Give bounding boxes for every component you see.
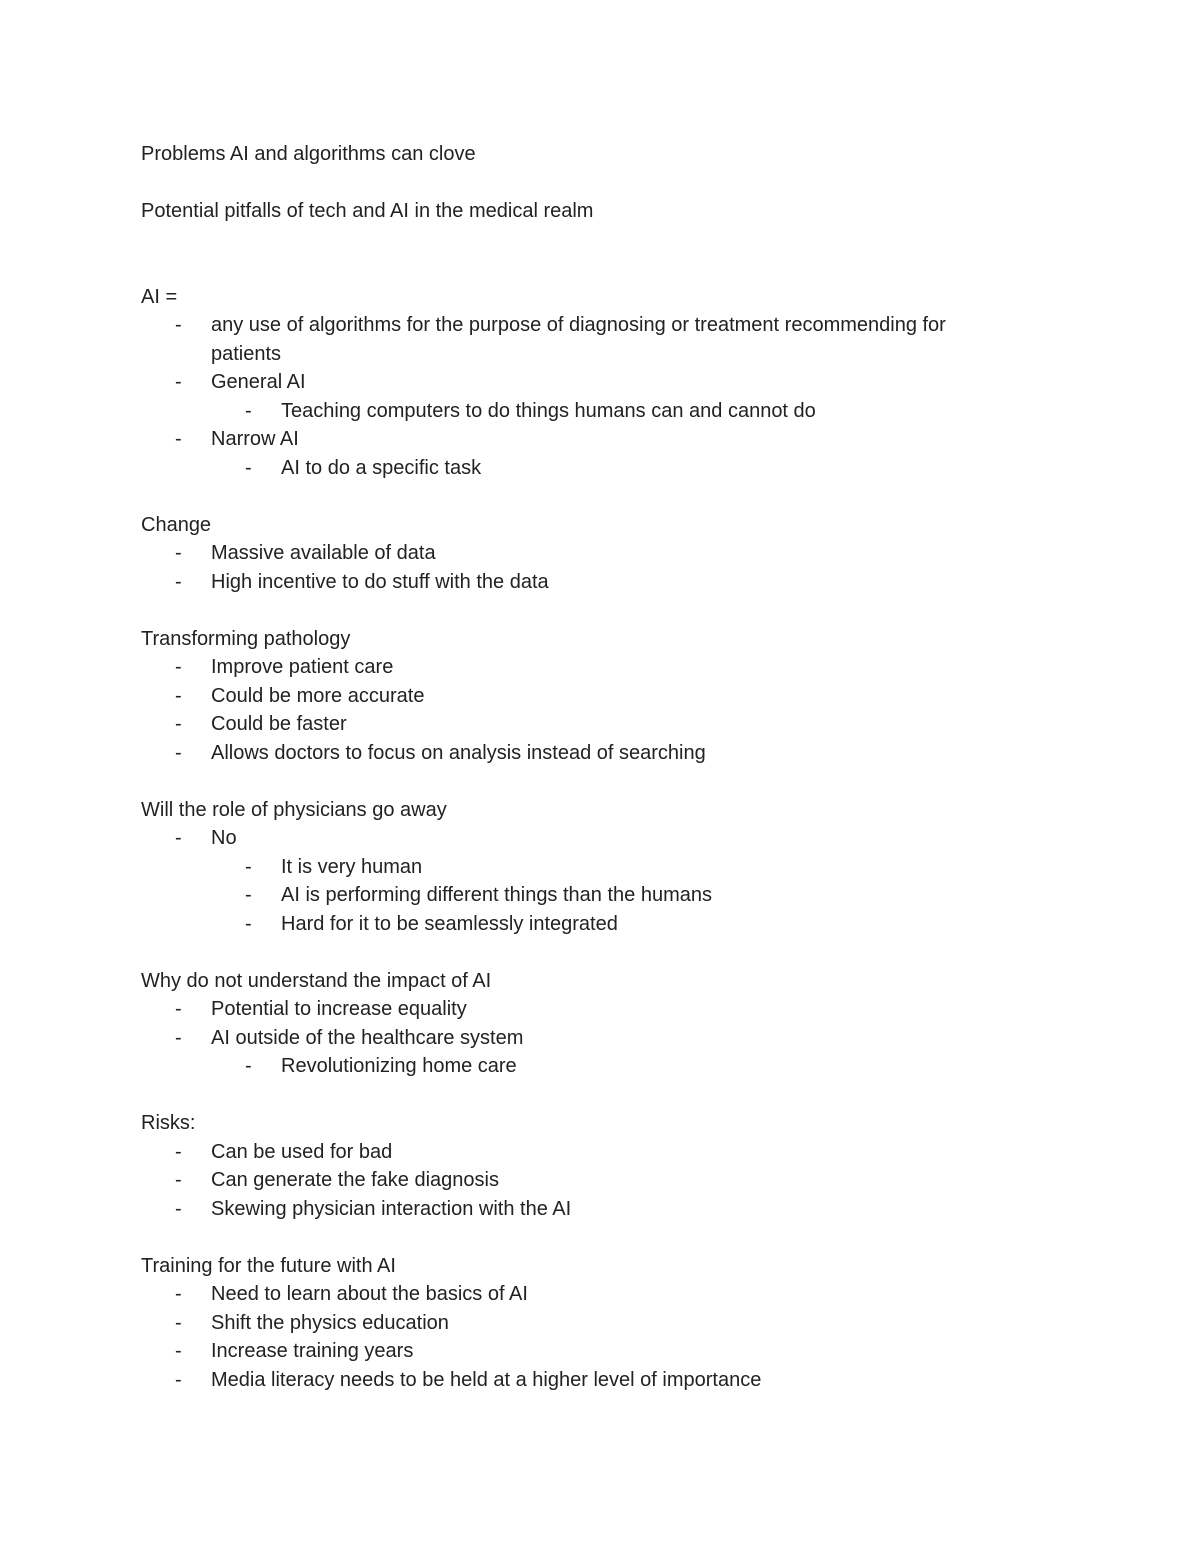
bullet-list: [141, 653, 1041, 767]
section-heading: Change: [141, 513, 212, 536]
blank-line: [141, 226, 1041, 283]
bullet-dash: -: [175, 684, 182, 707]
bullet-dash: -: [175, 570, 182, 593]
bullet-list: [141, 824, 1041, 938]
list-item-text: Shift the physics education: [211, 1311, 449, 1334]
list-item: [141, 1138, 1041, 1167]
list-item-text: No: [211, 827, 237, 849]
list-item-text: Massive available of data: [211, 542, 436, 564]
list-item-text: Could be faster: [211, 713, 347, 735]
bullet-dash: -: [175, 1169, 182, 1191]
list-item: [141, 539, 1041, 568]
bullet-dash: -: [245, 912, 252, 935]
blank-line: [141, 482, 1041, 511]
section-heading: Risks:: [141, 1112, 196, 1134]
sub-list-item-text: Teaching computers to do things humans can and cannot do: [281, 399, 816, 422]
bullet-list: [141, 311, 1041, 482]
notes-section: [141, 625, 1041, 768]
bullet-dash: -: [245, 399, 252, 422]
blank-line: [141, 1223, 1041, 1252]
list-item: [141, 995, 1041, 1024]
blank-line: [141, 169, 1041, 198]
sub-list-item-text: It is very human: [281, 855, 423, 878]
list-item: [141, 710, 1041, 739]
list-item-text: Potential to increase equality: [211, 998, 467, 1020]
sub-bullet-list: [141, 397, 1041, 426]
sub-list-item: [211, 910, 1041, 939]
section-heading: Why do not understand the impact of AI: [141, 969, 492, 992]
list-item-text: Increase training years: [211, 1340, 414, 1362]
list-item-text: Could be more accurate: [211, 684, 425, 707]
list-item: [141, 739, 1041, 768]
bullet-dash: -: [245, 456, 252, 479]
list-item: [141, 368, 1041, 425]
sub-bullet-list: [141, 454, 1041, 483]
blank-line: [141, 596, 1041, 625]
sub-list-item: [211, 853, 1041, 882]
bullet-dash: -: [175, 998, 182, 1020]
list-item: [141, 311, 1041, 368]
section-heading: Will the role of physicians go away: [141, 798, 447, 821]
bullet-list: [141, 1138, 1041, 1224]
list-item-text: any use of algorithms for the purpose of diagnosing or treatment recommending for patients: [211, 314, 946, 365]
blank-line: [141, 1081, 1041, 1110]
list-item: [141, 1337, 1041, 1366]
bullet-dash: -: [175, 656, 182, 678]
bullet-dash: -: [175, 1140, 182, 1163]
section-heading: Training for the future with AI: [141, 1254, 396, 1277]
bullet-list: [141, 1280, 1041, 1394]
list-item: [141, 824, 1041, 938]
list-item-text: AI outside of the healthcare system: [211, 1026, 524, 1049]
bullet-dash: -: [175, 314, 182, 336]
bullet-dash: -: [245, 1055, 252, 1077]
list-item-text: Allows doctors to focus on analysis instead of searching: [211, 741, 706, 764]
list-item: [141, 1166, 1041, 1195]
list-item-text: General AI: [211, 371, 306, 393]
list-item: [141, 1309, 1041, 1338]
sub-list-item-text: AI is performing different things than the humans: [281, 884, 712, 906]
list-item-text: Media literacy needs to be held at a higher level of importance: [211, 1368, 762, 1391]
list-item: [141, 425, 1041, 482]
sub-bullet-list: [141, 853, 1041, 939]
notes-section: [141, 511, 1041, 597]
notes-sections: [141, 283, 1041, 1395]
notes-section: [141, 967, 1041, 1081]
list-item-text: Can generate the fake diagnosis: [211, 1169, 499, 1191]
sub-list-item: [211, 454, 1041, 483]
list-item-text: Narrow AI: [211, 428, 299, 450]
list-item: [141, 682, 1041, 711]
list-item-text: Can be used for bad: [211, 1140, 393, 1163]
bullet-dash: -: [175, 1026, 182, 1049]
list-item-text: High incentive to do stuff with the data: [211, 570, 549, 593]
bullet-list: [141, 995, 1041, 1081]
list-item-text: Need to learn about the basics of AI: [211, 1283, 528, 1305]
notes-section: [141, 1109, 1041, 1223]
list-item-text: Improve patient care: [211, 656, 394, 678]
list-item: [141, 1195, 1041, 1224]
bullet-dash: -: [245, 884, 252, 906]
sub-list-item-text: Hard for it to be seamlessly integrated: [281, 912, 618, 935]
intro-line-1: Problems AI and algorithms can clove: [141, 143, 476, 165]
intro-line-2: Potential pitfalls of tech and AI in the medical realm: [141, 200, 594, 222]
bullet-dash: -: [175, 428, 182, 450]
list-item: [141, 653, 1041, 682]
list-item: [141, 1280, 1041, 1309]
notes-section: [141, 283, 1041, 483]
bullet-dash: -: [175, 1283, 182, 1305]
bullet-dash: -: [175, 1311, 182, 1334]
bullet-dash: -: [175, 741, 182, 764]
notes-section: [141, 1252, 1041, 1395]
sub-list-item-text: AI to do a specific task: [281, 456, 482, 479]
section-heading: AI =: [141, 285, 178, 308]
bullet-dash: -: [245, 855, 252, 878]
bullet-dash: -: [175, 1197, 182, 1220]
blank-line: [141, 767, 1041, 796]
bullet-dash: -: [175, 1340, 182, 1362]
sub-list-item: [211, 397, 1041, 426]
bullet-dash: -: [175, 1368, 182, 1391]
notes-section: [141, 796, 1041, 939]
bullet-dash: -: [175, 542, 182, 564]
sub-list-item-text: Revolutionizing home care: [281, 1055, 517, 1077]
sub-list-item: [211, 881, 1041, 910]
bullet-dash: -: [175, 371, 182, 393]
list-item-text: Skewing physician interaction with the AI: [211, 1197, 572, 1220]
sub-bullet-list: [141, 1052, 1041, 1081]
blank-line: [141, 938, 1041, 967]
document-body: [141, 140, 1041, 1394]
bullet-dash: -: [175, 713, 182, 735]
bullet-list: [141, 539, 1041, 596]
bullet-dash: -: [175, 827, 182, 849]
list-item: [141, 1024, 1041, 1081]
sub-list-item: [211, 1052, 1041, 1081]
section-heading: Transforming pathology: [141, 627, 351, 650]
list-item: [141, 568, 1041, 597]
list-item: [141, 1366, 1041, 1395]
